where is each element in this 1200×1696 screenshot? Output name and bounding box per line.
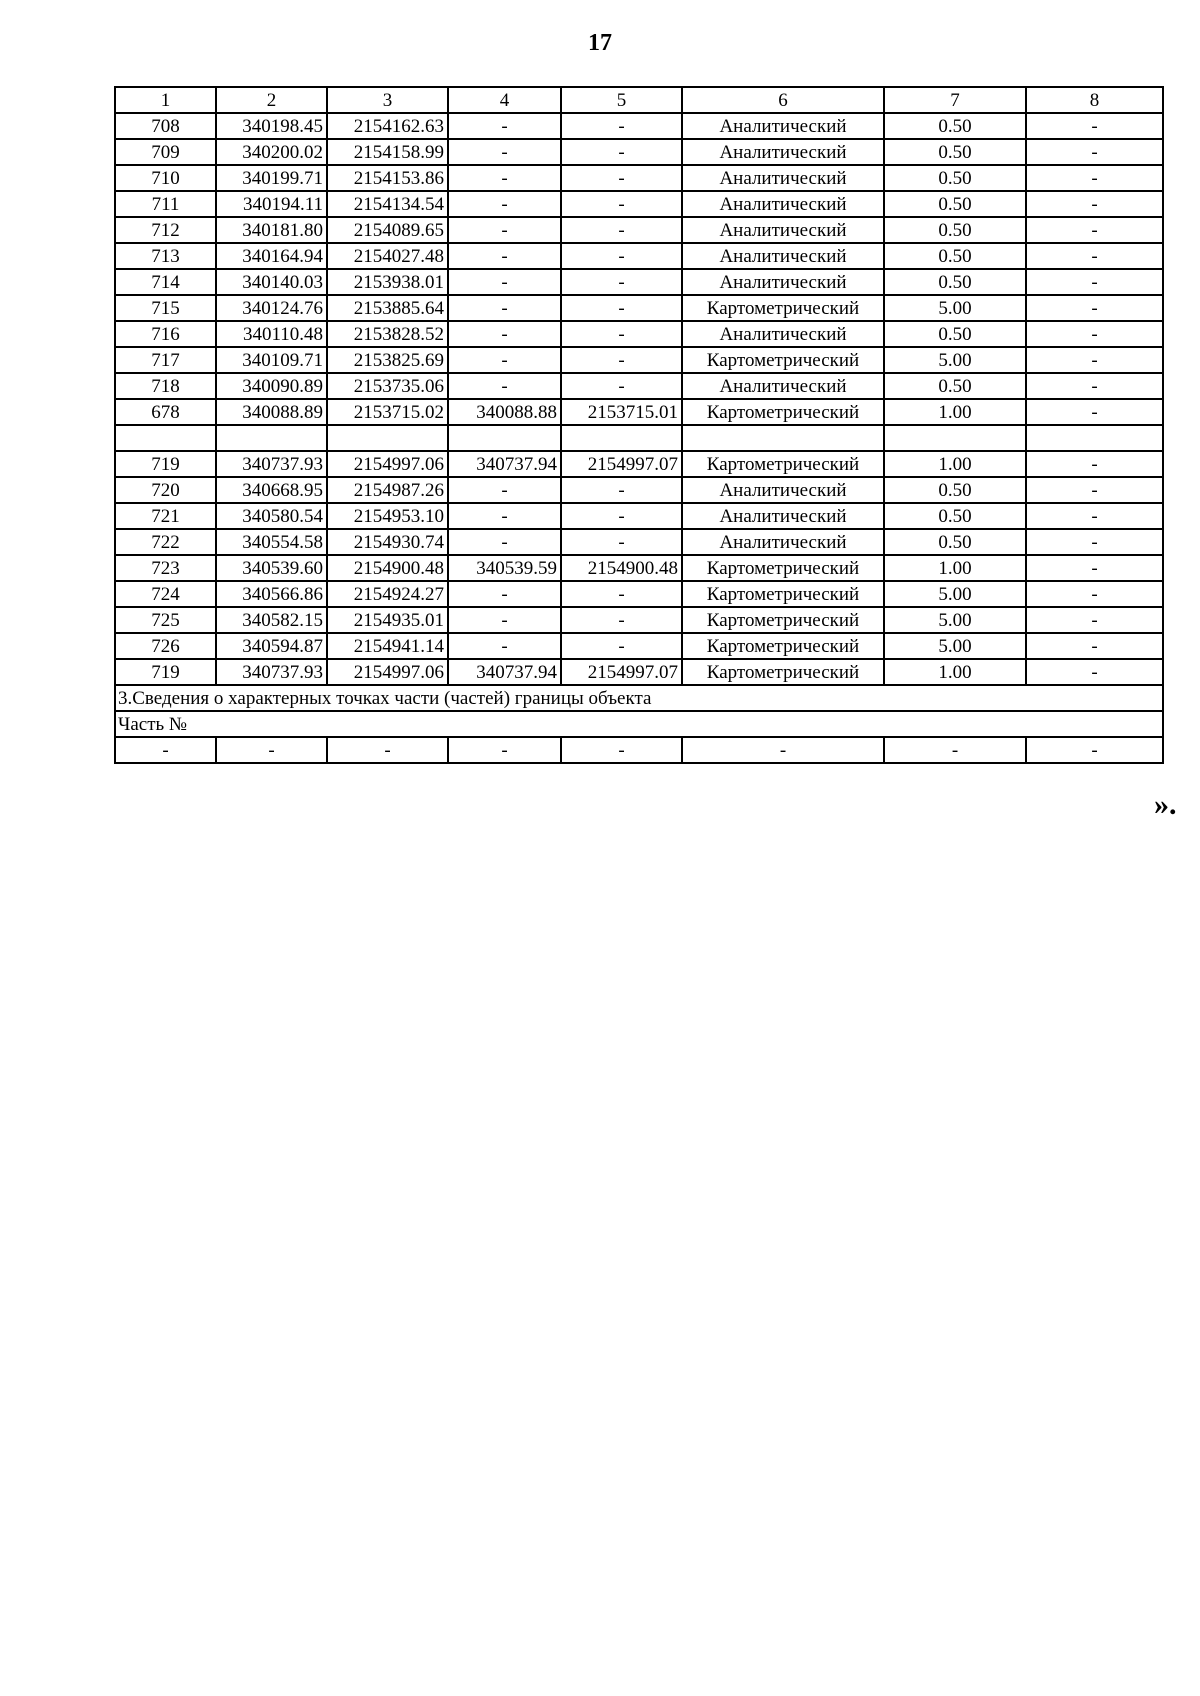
table-cell: -	[216, 737, 327, 763]
table-cell: -	[1026, 243, 1163, 269]
table-cell: -	[561, 633, 682, 659]
table-cell: -	[1026, 607, 1163, 633]
table-cell: 340668.95	[216, 477, 327, 503]
table-cell: -	[1026, 737, 1163, 763]
table-cell: 2	[216, 87, 327, 113]
table-cell: 340737.94	[448, 659, 561, 685]
table-cell: 5.00	[884, 607, 1026, 633]
table-cell: 340090.89	[216, 373, 327, 399]
table-cell: 2153735.06	[327, 373, 448, 399]
table-cell: 718	[115, 373, 216, 399]
table-cell: Картометрический	[682, 295, 884, 321]
table-header-row	[115, 87, 1163, 113]
table-row	[115, 555, 1163, 581]
table-cell: 6	[682, 87, 884, 113]
table-cell: 719	[115, 659, 216, 685]
table-cell: -	[682, 737, 884, 763]
table-cell: Картометрический	[682, 659, 884, 685]
table-row	[115, 321, 1163, 347]
table-cell: -	[561, 373, 682, 399]
table-cell: -	[1026, 191, 1163, 217]
table-cell: Аналитический	[682, 243, 884, 269]
table-cell: 715	[115, 295, 216, 321]
table-cell: 714	[115, 269, 216, 295]
table-row	[115, 191, 1163, 217]
table-cell: 2154134.54	[327, 191, 448, 217]
table-cell: -	[1026, 165, 1163, 191]
table-cell	[1026, 425, 1163, 451]
table-row	[115, 139, 1163, 165]
table-cell: -	[1026, 399, 1163, 425]
table-cell: 724	[115, 581, 216, 607]
table-cell: -	[448, 581, 561, 607]
table-cell: Картометрический	[682, 451, 884, 477]
table-cell: 2154997.06	[327, 659, 448, 685]
table-cell: 0.50	[884, 217, 1026, 243]
table-cell: 1.00	[884, 555, 1026, 581]
table-row	[115, 659, 1163, 685]
table-cell: -	[561, 165, 682, 191]
section-title-row	[115, 685, 1163, 711]
table-row	[115, 243, 1163, 269]
table-cell: 2154941.14	[327, 633, 448, 659]
table-cell: -	[448, 529, 561, 555]
table-cell: 2153885.64	[327, 295, 448, 321]
table-cell: -	[561, 217, 682, 243]
table-cell	[327, 425, 448, 451]
table-row	[115, 373, 1163, 399]
table-cell: 678	[115, 399, 216, 425]
table-cell: -	[1026, 347, 1163, 373]
table-cell: -	[448, 373, 561, 399]
table-cell: -	[448, 269, 561, 295]
table-cell: 2153715.02	[327, 399, 448, 425]
table-cell: -	[448, 217, 561, 243]
table-row	[115, 581, 1163, 607]
table-cell: -	[561, 139, 682, 165]
table-cell: Картометрический	[682, 607, 884, 633]
table-cell: Аналитический	[682, 503, 884, 529]
table-cell: Аналитический	[682, 269, 884, 295]
table-cell: -	[1026, 503, 1163, 529]
table-cell: -	[448, 113, 561, 139]
table-cell	[561, 425, 682, 451]
table-cell: 2154953.10	[327, 503, 448, 529]
table-cell: 7	[884, 87, 1026, 113]
table-cell: -	[561, 737, 682, 763]
table-cell: -	[448, 321, 561, 347]
part-label-row	[115, 711, 1163, 737]
table-cell: -	[1026, 217, 1163, 243]
table-cell: 340582.15	[216, 607, 327, 633]
table-cell: 340181.80	[216, 217, 327, 243]
table-cell: -	[448, 347, 561, 373]
table-cell: 708	[115, 113, 216, 139]
table-cell: 2154158.99	[327, 139, 448, 165]
table-cell: 0.50	[884, 165, 1026, 191]
table-row	[115, 399, 1163, 425]
table-cell: -	[448, 191, 561, 217]
table-cell: 2154997.06	[327, 451, 448, 477]
table-cell: 2154997.07	[561, 451, 682, 477]
table-cell: 719	[115, 451, 216, 477]
table-cell: 0.50	[884, 269, 1026, 295]
table-cell: 5	[561, 87, 682, 113]
table-cell: 4	[448, 87, 561, 113]
table-cell: -	[1026, 477, 1163, 503]
table-cell: 2154089.65	[327, 217, 448, 243]
table-cell: Аналитический	[682, 139, 884, 165]
table-cell: 340198.45	[216, 113, 327, 139]
table-cell: -	[448, 477, 561, 503]
table-cell: -	[448, 139, 561, 165]
table-cell: -	[884, 737, 1026, 763]
table-cell: 721	[115, 503, 216, 529]
table-cell: 5.00	[884, 633, 1026, 659]
table-cell: 3	[327, 87, 448, 113]
table-cell: 2154987.26	[327, 477, 448, 503]
table-row	[115, 477, 1163, 503]
table-cell: 722	[115, 529, 216, 555]
table-cell: 2154162.63	[327, 113, 448, 139]
table-cell	[884, 425, 1026, 451]
table-cell: -	[1026, 321, 1163, 347]
table-cell: 340109.71	[216, 347, 327, 373]
table-row	[115, 607, 1163, 633]
table-cell: 0.50	[884, 477, 1026, 503]
table-cell: Аналитический	[682, 529, 884, 555]
table-cell: -	[1026, 581, 1163, 607]
table-cell: Аналитический	[682, 477, 884, 503]
table-cell: Аналитический	[682, 113, 884, 139]
table-row	[115, 425, 1163, 451]
table-cell: 5.00	[884, 295, 1026, 321]
table-row	[115, 217, 1163, 243]
table-cell: 340199.71	[216, 165, 327, 191]
table-cell: -	[561, 607, 682, 633]
table-cell: -	[561, 243, 682, 269]
table-cell: 5.00	[884, 347, 1026, 373]
table-row	[115, 113, 1163, 139]
table-cell: -	[448, 503, 561, 529]
table-cell: Аналитический	[682, 191, 884, 217]
table-cell: 0.50	[884, 503, 1026, 529]
table-cell: -	[1026, 451, 1163, 477]
table-cell: 340594.87	[216, 633, 327, 659]
table-cell: 340554.58	[216, 529, 327, 555]
table-cell: 1	[115, 87, 216, 113]
table-cell: 340200.02	[216, 139, 327, 165]
table-cell: 726	[115, 633, 216, 659]
table-cell: 716	[115, 321, 216, 347]
table-row	[115, 295, 1163, 321]
page-number: 17	[588, 30, 612, 56]
table-cell: 0.50	[884, 373, 1026, 399]
table-cell: 2154900.48	[327, 555, 448, 581]
table-cell: Картометрический	[682, 555, 884, 581]
table-cell: Картометрический	[682, 633, 884, 659]
table-cell: 340124.76	[216, 295, 327, 321]
table-cell: 2154935.01	[327, 607, 448, 633]
table-cell: Картометрический	[682, 399, 884, 425]
table-row	[115, 451, 1163, 477]
table-cell: 340088.89	[216, 399, 327, 425]
table-cell: Аналитический	[682, 165, 884, 191]
table-cell: 2154900.48	[561, 555, 682, 581]
boundary-points-table	[114, 86, 1164, 764]
table-cell: 5.00	[884, 581, 1026, 607]
table-cell: -	[1026, 633, 1163, 659]
table-cell: 340194.11	[216, 191, 327, 217]
table-cell	[682, 425, 884, 451]
table-cell: Аналитический	[682, 373, 884, 399]
table-cell: 1.00	[884, 399, 1026, 425]
table-cell: Аналитический	[682, 321, 884, 347]
table-cell: 2153825.69	[327, 347, 448, 373]
table-row	[115, 633, 1163, 659]
table-cell: 0.50	[884, 113, 1026, 139]
table-cell: 709	[115, 139, 216, 165]
table-row	[115, 529, 1163, 555]
table-cell: 2154930.74	[327, 529, 448, 555]
table-row	[115, 503, 1163, 529]
table-cell	[216, 425, 327, 451]
table-cell: -	[561, 191, 682, 217]
table-cell: -	[1026, 139, 1163, 165]
table-cell: -	[448, 737, 561, 763]
table-cell: 2154924.27	[327, 581, 448, 607]
table-cell: 2154153.86	[327, 165, 448, 191]
table-cell: 340110.48	[216, 321, 327, 347]
table-cell: -	[1026, 113, 1163, 139]
table-cell	[115, 425, 216, 451]
table-cell: -	[448, 607, 561, 633]
table-cell: 8	[1026, 87, 1163, 113]
table-cell: 340737.94	[448, 451, 561, 477]
table-cell: Картометрический	[682, 347, 884, 373]
part-row	[115, 737, 1163, 763]
table-cell: -	[1026, 373, 1163, 399]
table-cell: 340140.03	[216, 269, 327, 295]
table-cell: -	[561, 503, 682, 529]
table-row	[115, 165, 1163, 191]
closing-quote-mark: ».	[1154, 788, 1177, 821]
table-cell: -	[1026, 529, 1163, 555]
table-cell: -	[448, 633, 561, 659]
table-cell: 713	[115, 243, 216, 269]
table-cell: 725	[115, 607, 216, 633]
table-cell: Аналитический	[682, 217, 884, 243]
table-cell: -	[115, 737, 216, 763]
table-cell: 720	[115, 477, 216, 503]
table-cell: -	[561, 295, 682, 321]
table-cell: 2154027.48	[327, 243, 448, 269]
table-cell: -	[561, 477, 682, 503]
table-cell: -	[1026, 555, 1163, 581]
table-cell: 723	[115, 555, 216, 581]
section-title: 3.Сведения о характерных точках части (частей) границы объекта	[115, 685, 1163, 711]
table-cell: 340737.93	[216, 659, 327, 685]
table-cell: 2153938.01	[327, 269, 448, 295]
table-cell: 340539.60	[216, 555, 327, 581]
table-cell: -	[327, 737, 448, 763]
table-cell: -	[448, 295, 561, 321]
table-cell: 711	[115, 191, 216, 217]
table-cell: 340566.86	[216, 581, 327, 607]
table-row	[115, 347, 1163, 373]
table-cell: 340164.94	[216, 243, 327, 269]
table-row	[115, 269, 1163, 295]
part-label: Часть №	[115, 711, 1163, 737]
table-cell: 1.00	[884, 659, 1026, 685]
table-cell: -	[561, 529, 682, 555]
table-cell: -	[561, 347, 682, 373]
table-cell: 2153828.52	[327, 321, 448, 347]
table-cell: 340088.88	[448, 399, 561, 425]
table-cell: 0.50	[884, 139, 1026, 165]
table-cell: 710	[115, 165, 216, 191]
table-cell: -	[1026, 659, 1163, 685]
table-cell: 0.50	[884, 243, 1026, 269]
table-cell: -	[561, 113, 682, 139]
table-cell: 340737.93	[216, 451, 327, 477]
table-cell: -	[561, 581, 682, 607]
table-cell: -	[448, 165, 561, 191]
table-cell: Картометрический	[682, 581, 884, 607]
table-cell: 1.00	[884, 451, 1026, 477]
table-cell: 340539.59	[448, 555, 561, 581]
table-cell	[448, 425, 561, 451]
table-cell: -	[1026, 295, 1163, 321]
table-cell: 717	[115, 347, 216, 373]
table-cell: 0.50	[884, 191, 1026, 217]
table-cell: -	[561, 321, 682, 347]
table-cell: 0.50	[884, 321, 1026, 347]
table-cell: -	[448, 243, 561, 269]
table-cell: 2154997.07	[561, 659, 682, 685]
table-cell: 340580.54	[216, 503, 327, 529]
table-cell: 0.50	[884, 529, 1026, 555]
table-cell: 712	[115, 217, 216, 243]
table-cell: 2153715.01	[561, 399, 682, 425]
table-cell: -	[1026, 269, 1163, 295]
table-cell: -	[561, 269, 682, 295]
